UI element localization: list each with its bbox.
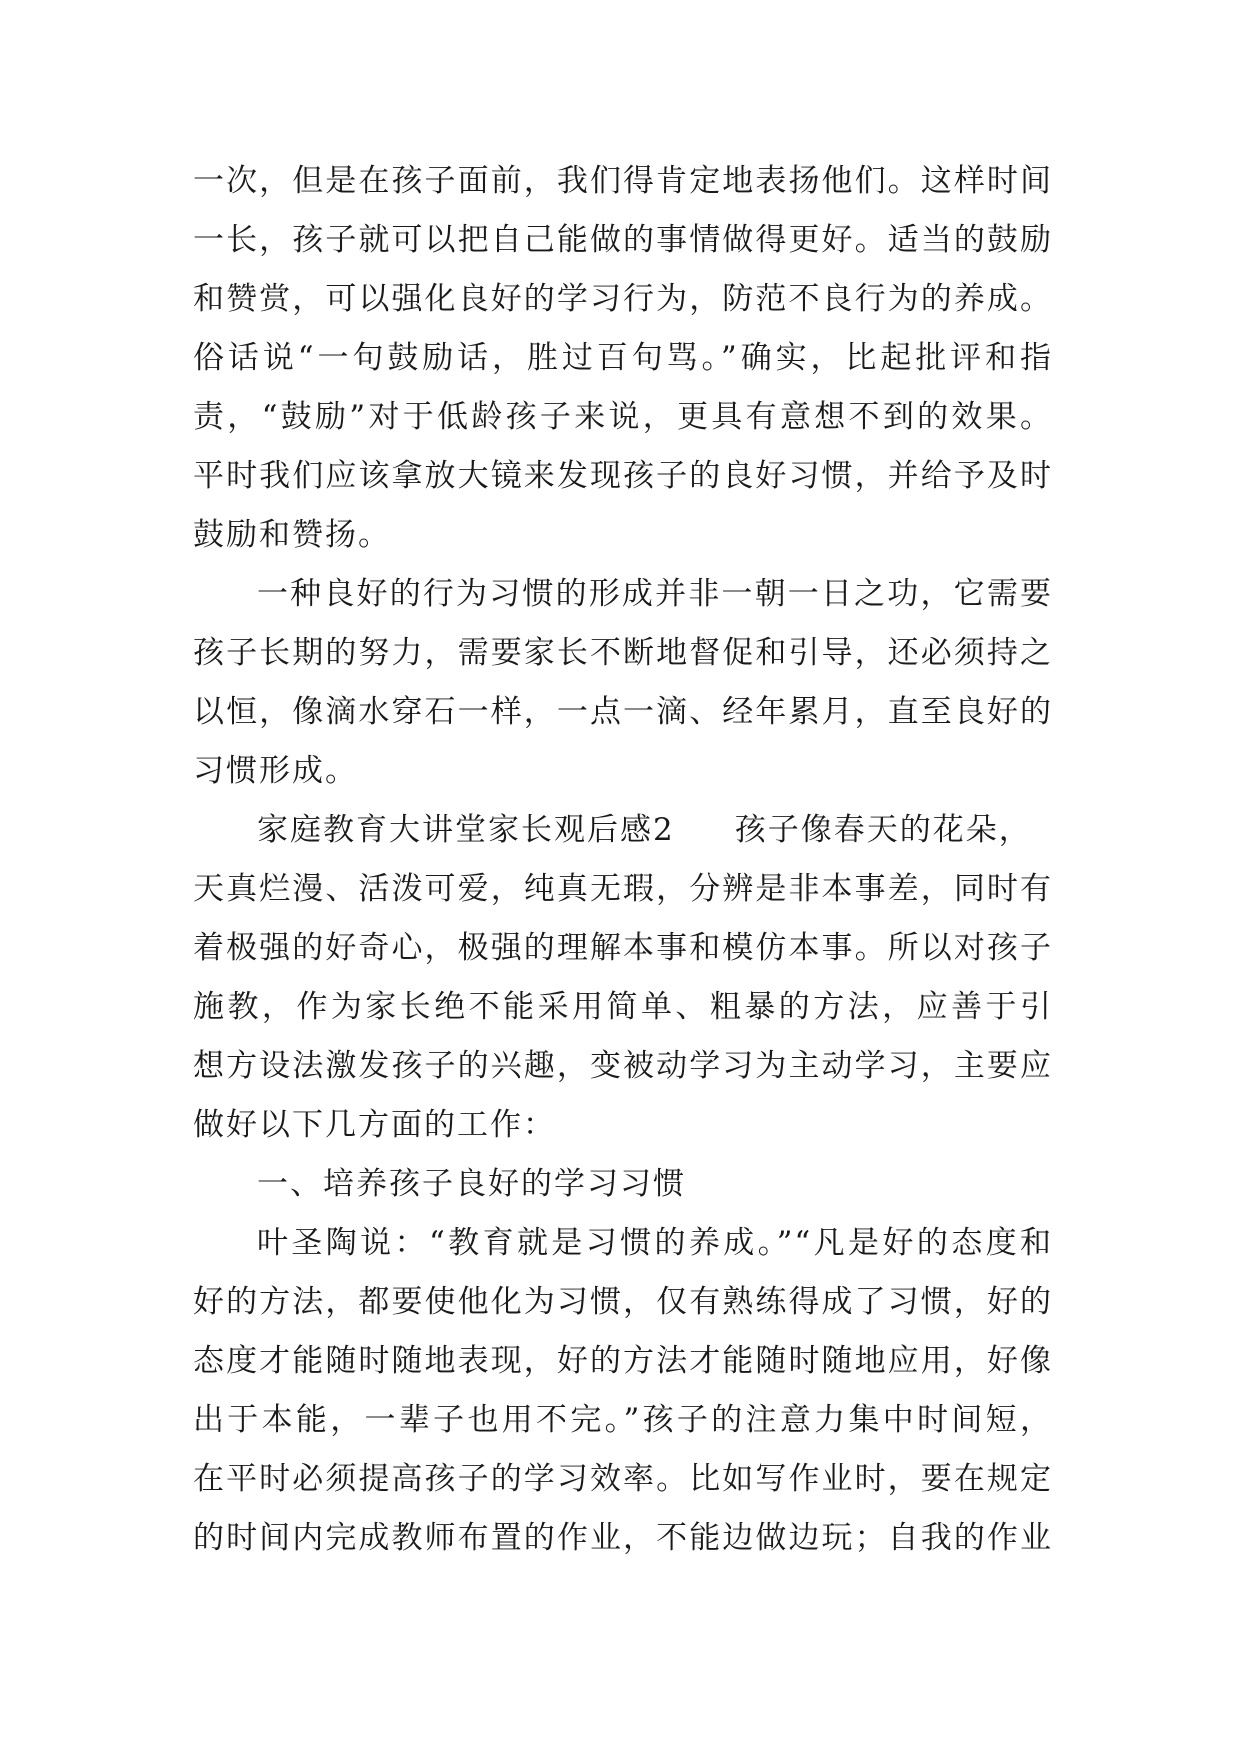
text-line: 和赞赏，可以强化良好的学习行为，防范不良行为的养成。	[193, 281, 1053, 317]
text-line: 做好以下几方面的工作：	[193, 1107, 556, 1143]
text-line-paragraph-start: 一种良好的行为习惯的形成并非一朝一日之功，它需要	[257, 576, 1053, 612]
text-line: 在平时必须提高孩子的学习效率。比如写作业时，要在规定	[193, 1461, 1053, 1497]
paragraph-start-text: 孩子像春天的花朵，	[734, 812, 1032, 848]
text-line: 鼓励和赞扬。	[193, 517, 391, 553]
text-line: 想方设法激发孩子的兴趣，变被动学习为主动学习，主要应	[193, 1048, 1053, 1084]
text-line: 好的方法，都要使他化为习惯，仅有熟练得成了习惯，好的	[193, 1284, 1053, 1320]
text-line: 天真烂漫、活泼可爱，纯真无瑕，分辨是非本事差，同时有	[193, 871, 1053, 907]
text-line: 俗话说“一句鼓励话，胜过百句骂。”确实，比起批评和指	[193, 340, 1053, 376]
text-line: 出于本能，一辈子也用不完。”孩子的注意力集中时间短，	[193, 1402, 1053, 1438]
section-heading: 家庭教育大讲堂家长观后感2	[257, 812, 675, 848]
text-line: 平时我们应该拿放大镜来发现孩子的良好习惯，并给予及时	[193, 458, 1053, 494]
text-line-paragraph-start: 叶圣陶说：“教育就是习惯的养成。”“凡是好的态度和	[257, 1225, 1053, 1261]
text-line: 习惯形成。	[193, 753, 358, 789]
text-line: 着极强的好奇心，极强的理解本事和模仿本事。所以对孩子	[193, 930, 1053, 966]
text-line: 责，“鼓励”对于低龄孩子来说，更具有意想不到的效果。	[193, 399, 1053, 435]
heading-line	[193, 801, 1053, 860]
text-line: 态度才能随时随地表现，好的方法才能随时随地应用，好像	[193, 1343, 1053, 1379]
text-line: 一长，孩子就可以把自己能做的事情做得更好。适当的鼓励	[193, 222, 1053, 258]
text-line: 孩子长期的努力，需要家长不断地督促和引导，还必须持之	[193, 635, 1053, 671]
subheading-line: 一、培养孩子良好的学习习惯	[257, 1166, 686, 1202]
text-line: 以恒，像滴水穿石一样，一点一滴、经年累月，直至良好的	[193, 694, 1053, 730]
body-text	[193, 152, 1053, 1568]
text-line: 一次，但是在孩子面前，我们得肯定地表扬他们。这样时间	[193, 163, 1053, 199]
text-line: 施教，作为家长绝不能采用简单、粗暴的方法，应善于引	[193, 989, 1053, 1025]
text-line: 的时间内完成教师布置的作业，不能边做边玩；自我的作业	[193, 1520, 1053, 1556]
